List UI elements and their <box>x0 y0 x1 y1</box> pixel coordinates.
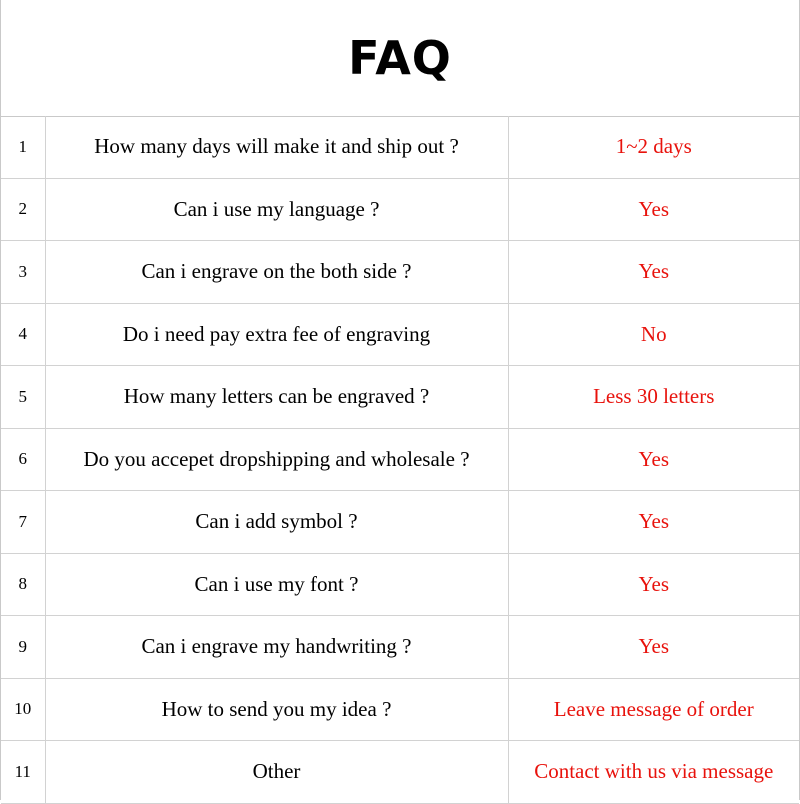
faq-row <box>1 678 799 741</box>
row-number: 4 <box>1 303 45 366</box>
answer-cell: Yes <box>508 491 799 554</box>
row-number: 5 <box>1 366 45 429</box>
faq-table <box>1 116 799 804</box>
row-number: 2 <box>1 178 45 241</box>
row-number: 8 <box>1 553 45 616</box>
answer-cell: Yes <box>508 178 799 241</box>
answer-cell: No <box>508 303 799 366</box>
faq-table-body <box>1 116 799 803</box>
question-cell: Can i use my font ? <box>45 553 508 616</box>
row-number: 11 <box>1 741 45 804</box>
question-cell: Other <box>45 741 508 804</box>
faq-row <box>1 241 799 304</box>
faq-title: FAQ <box>1 0 799 117</box>
row-number: 3 <box>1 241 45 304</box>
row-number: 10 <box>1 678 45 741</box>
answer-cell: Yes <box>508 616 799 679</box>
faq-row <box>1 491 799 554</box>
answer-cell: Contact with us via message <box>508 741 799 804</box>
row-number: 9 <box>1 616 45 679</box>
question-cell: Can i engrave my handwriting ? <box>45 616 508 679</box>
answer-cell: 1~2 days <box>508 116 799 178</box>
faq-row <box>1 741 799 804</box>
question-cell: Can i add symbol ? <box>45 491 508 554</box>
row-number: 1 <box>1 116 45 178</box>
faq-row <box>1 366 799 429</box>
question-cell: Do i need pay extra fee of engraving <box>45 303 508 366</box>
answer-cell: Leave message of order <box>508 678 799 741</box>
question-cell: How many letters can be engraved ? <box>45 366 508 429</box>
question-cell: How many days will make it and ship out ? <box>45 116 508 178</box>
question-cell: Can i engrave on the both side ? <box>45 241 508 304</box>
question-cell: How to send you my idea ? <box>45 678 508 741</box>
answer-cell: Yes <box>508 241 799 304</box>
row-number: 7 <box>1 491 45 554</box>
row-number: 6 <box>1 428 45 491</box>
faq-row <box>1 303 799 366</box>
question-cell: Do you accepet dropshipping and wholesale ? <box>45 428 508 491</box>
faq-row <box>1 616 799 679</box>
answer-cell: Yes <box>508 428 799 491</box>
faq-row <box>1 178 799 241</box>
answer-cell: Less 30 letters <box>508 366 799 429</box>
faq-row <box>1 428 799 491</box>
answer-cell: Yes <box>508 553 799 616</box>
faq-row <box>1 116 799 178</box>
faq-row <box>1 553 799 616</box>
question-cell: Can i use my language ? <box>45 178 508 241</box>
